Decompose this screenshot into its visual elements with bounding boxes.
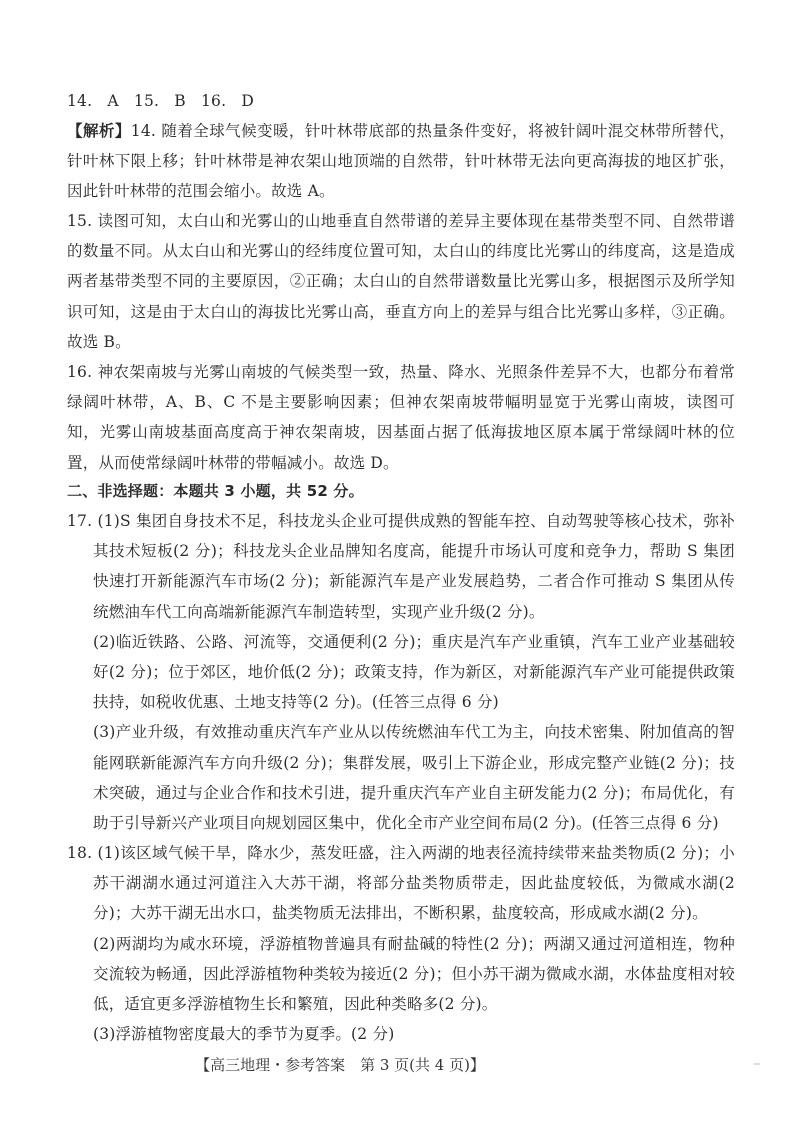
q17-part1: 17. (1)S 集团自身技术不足，科技龙头企业可提供成熟的智能车控、自动驾驶等核心技术，弥补其技术短板(2 分)；科技龙头企业品牌知名度高，能提升市场认可度和竞争力，帮助 S 集团快速打开新能源汽车市场(2 分)；新能源汽车是产业发展趋势，二者合作可推动 S 集团从传统燃油车代工向高端新能源汽车制造转型，实现产业升级(2 分)。 [67,512,735,621]
scan-artifact [754,1063,760,1065]
q17-answer [67,506,735,838]
q18-part2: (2)两湖均为咸水环境，浮游植物普遍具有耐盐碱的特性(2 分)；两湖又通过河道相连，物种交流较为畅通，因此浮游植物种类较为接近(2 分)；但小苏干湖为微咸水湖，水体盐度相对较低，适宜更多浮游植物生长和繁殖，因此种类略多(2 分)。 [93,934,735,1014]
section2-heading-block [67,476,735,506]
analysis-q16-text: 16. 神农架南坡与光雾山南坡的气候类型一致，热量、降水、光照条件差异不大，也都分布着常绿阔叶林带，A、B、C 不是主要影响因素；但神农架南坡带幅明显宽于光雾山南坡，读图可知，光雾山南坡基面高度高于神农架南坡，因基面占据了低海拔地区原本属于常绿阔叶林的位置，从而使常绿阔叶林带的带幅减小。故选 D。 [67,363,735,472]
q18-answer [67,838,735,1049]
q17-part2: (2)临近铁路、公路、河流等，交通便利(2 分)；重庆是汽车产业重镇，汽车工业产业基础较好(2 分)；位于郊区，地价低(2 分)；政策支持，作为新区，对新能源汽车产业可能提供政策扶持，如税收优惠、土地支持等(2 分)。(任答三点得 6 分) [93,632,735,712]
section2-heading: 二、非选择题：本题共 3 小题，共 52 分。 [67,482,364,500]
page-footer [0,1054,800,1075]
analysis-q15-text: 15. 读图可知，太白山和光雾山的山地垂直自然带谱的差异主要体现在基带类型不同、自然带谱的数量不同。从太白山和光雾山的经纬度位置可知，太白山的纬度比光雾山的纬度高，这是造成两者基带类型不同的主要原因，②正确；太白山的自然带谱数量比光雾山多，根据图示及所学知识可知，这是由于太白山的海拔比光雾山高，垂直方向上的差异与组合比光雾山多样，③正确。故选 B。 [67,212,735,351]
q18-part1: 18. (1)该区域气候干旱，降水少，蒸发旺盛，注入两湖的地表径流持续带来盐类物质(2 分)；小苏干湖湖水通过河道注入大苏干湖，将部分盐类物质带走，因此盐度较低，为微咸水湖(2 分)；大苏干湖无出水口，盐类物质无法排出，不断积累，盐度较高，形成咸水湖(2 分)。 [67,844,735,923]
analysis-q14 [67,116,735,207]
q17-part3: (3)产业升级，有效推动重庆汽车产业从以传统燃油车代工为主，向技术密集、附加值高的智能网联新能源汽车方向升级(2 分)；集群发展，吸引上下游企业，形成完整产业链(2 分)；技术突破，通过与企业合作和技术引进，提升重庆汽车产业自主研发能力(2 分)；布局优化，有助于引导新兴产业项目向规划园区集中，优化全市产业空间布局(2 分)。(任答三点得 6 分) [93,723,735,833]
q18-part3: (3)浮游植物密度最大的季节为夏季。(2 分) [93,1025,395,1044]
analysis-q16 [67,357,735,478]
analysis-tag: 【解析】 [67,122,131,140]
analysis-q14-text: 14. 随着全球气候变暖，针叶林带底部的热量条件变好，将被针阔叶混交林带所替代，针叶林下限上移；针叶林带是神农架山地顶端的自然带，针叶林带无法向更高海拔的地区扩张，因此针叶林带的范围会缩小。故选 A。 [67,122,735,201]
analysis-q15 [67,206,735,357]
footer-text: 【高三地理・参考答案 第 3 页(共 4 页)】 [195,1056,485,1074]
multiple-choice-answers: 14. A 15. B 16. D [67,92,254,110]
